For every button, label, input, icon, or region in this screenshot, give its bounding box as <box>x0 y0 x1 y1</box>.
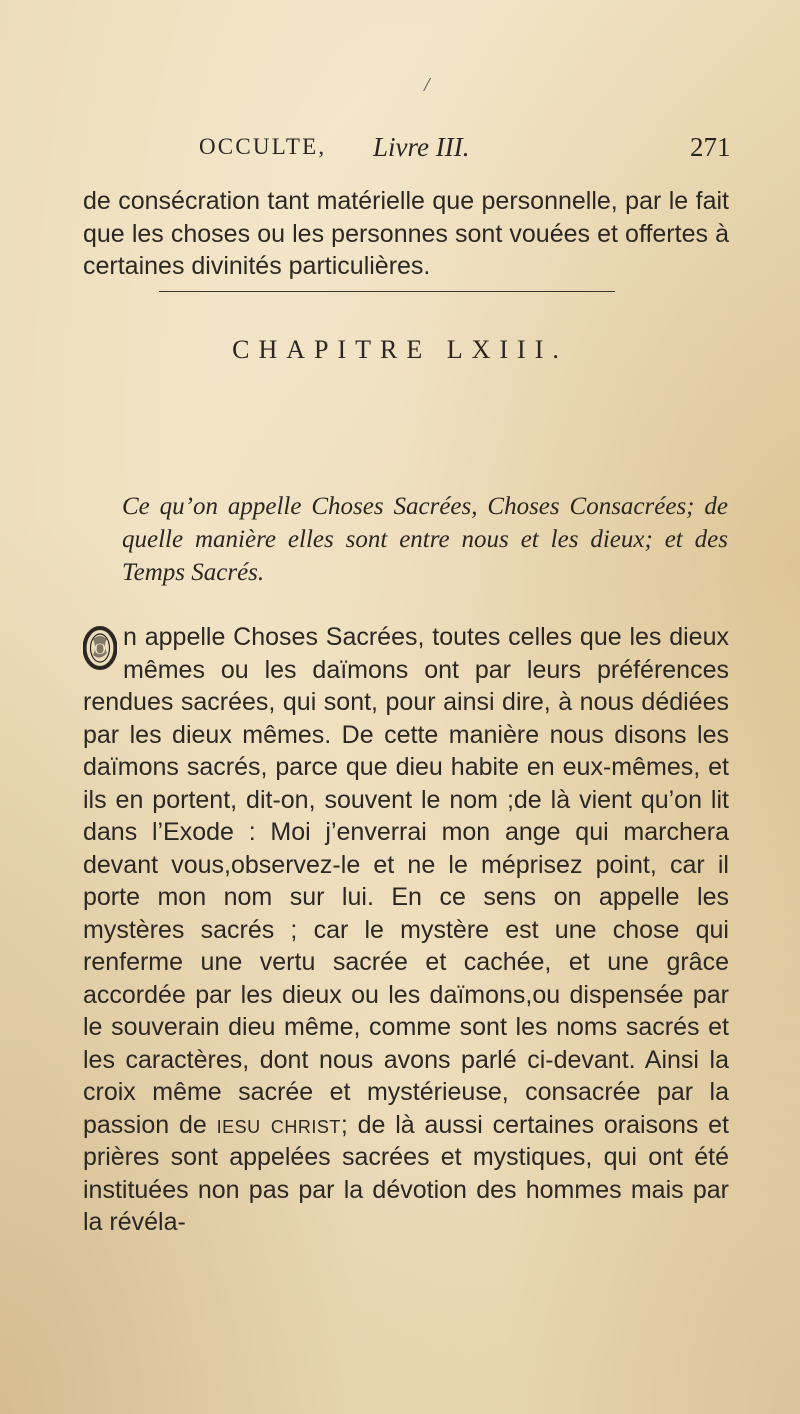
body-text-part1: n appelle Choses Sacrées, toutes celles que les dieux mêmes ou les daïmons ont par leurs préférences rendues sacrées, qui sont, pour ainsi dire, à nous dédiées par les dieux mêmes. De cette manière nous disons les daïmons sacrés, parce que dieu habite en eux-mêmes, et ils en portent, dit-on, souvent le nom ;de là vient qu’on lit dans l’Exode : Moi j’enverrai mon ange qui marchera devant vous,observez-le et ne le méprisez point, car il porte mon nom sur lui. En ce sens on appelle les mystères sacrés ; car le mystère est une chose qui renferme une vertu sacrée et cachée, et une grâce accordée par les dieux ou les daïmons,ou dispensée par le souverain dieu même, comme sont les noms sacrés et les caractères, dont nous avons parlé ci-devant. Ainsi la croix même sacrée et mystérieuse, consacrée par la passion de <box>83 623 729 1139</box>
page-number: 271 <box>690 132 731 162</box>
running-head-title: OCCULTE, <box>199 134 327 159</box>
running-head <box>0 128 800 168</box>
drop-cap-icon <box>83 625 117 671</box>
body-text-part2: ; de là aussi certaines oraisons et prières sont appelées sacrées et mystiques, qui ont été instituées non pas par la dévotion des hommes mais par la révéla- <box>83 1110 729 1236</box>
section-divider <box>159 291 615 292</box>
intro-paragraph: de consécration tant matérielle que personnelle, par le fait que les choses ou les personnes sont vouées et offertes à certaines divinités particulières. <box>83 187 729 280</box>
name-smallcaps: iesu christ <box>216 1110 341 1139</box>
drop-cap-letter: O <box>94 641 106 658</box>
drop-cap-ornament <box>83 625 117 673</box>
body-paragraph <box>83 621 729 1239</box>
chapter-heading: CHAPITRE LXIII. <box>232 335 568 364</box>
page-mark: / <box>424 74 430 96</box>
running-head-book: Livre III. <box>373 132 470 162</box>
chapter-summary: Ce qu’on appelle Choses Sacrées, Choses Consacrées; de quelle manière elles sont entre nous et les dieux; et des Temps Sacrés. <box>122 493 728 586</box>
